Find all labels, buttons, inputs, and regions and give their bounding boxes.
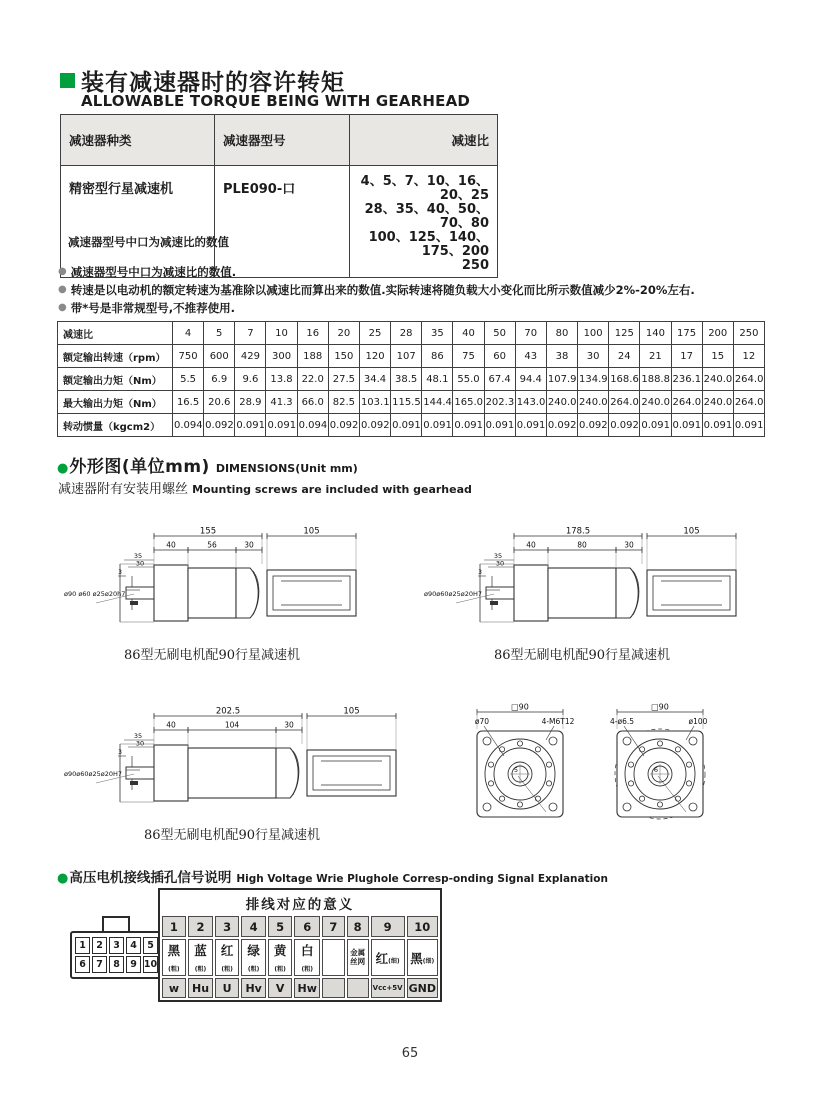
spec-cell: 0.092 — [578, 414, 609, 437]
spec-row-label: 额定输出转速（rpm） — [58, 345, 173, 368]
svg-text:30: 30 — [135, 739, 145, 748]
spec-cell: 21 — [640, 345, 671, 368]
spec-cell: 600 — [204, 345, 235, 368]
spec-cell: 264.0 — [609, 391, 640, 414]
svg-text:40: 40 — [526, 540, 536, 550]
spec-cell: 15 — [702, 345, 733, 368]
svg-text:4-M6T12: 4-M6T12 — [541, 717, 575, 726]
spec-cell: 55.0 — [453, 368, 484, 391]
spec-cell: 9.6 — [235, 368, 266, 391]
signal-section-header — [57, 866, 608, 886]
spec-cell: 750 — [173, 345, 204, 368]
spec-cell: 0.091 — [671, 414, 702, 437]
connector-pin: 7 — [92, 956, 107, 973]
wire-thickness-label: (细) — [422, 957, 435, 965]
connector-tab — [102, 916, 130, 931]
spec-cell: 240.0 — [702, 368, 733, 391]
ratio-line: 100、125、140、175、200 — [368, 230, 489, 259]
signal-table — [158, 888, 442, 1002]
wire-color-cell — [294, 939, 320, 976]
svg-text:35: 35 — [493, 552, 503, 560]
wire-color-label: 白 — [300, 943, 314, 958]
svg-text:□90: □90 — [651, 702, 669, 712]
signal-title-cn: 高压电机接线插孔信号说明 — [69, 870, 232, 886]
spec-cell: 0.091 — [515, 414, 546, 437]
svg-text:30: 30 — [244, 540, 254, 550]
spec-cell: 240.0 — [640, 391, 671, 414]
spec-cell: 250 — [733, 322, 764, 345]
spec-cell: 28.9 — [235, 391, 266, 414]
connector-body — [70, 931, 163, 979]
spec-cell: 0.092 — [546, 414, 577, 437]
svg-text:40: 40 — [166, 720, 176, 730]
spec-cell: 202.3 — [484, 391, 515, 414]
ratio-line: 28、35、40、50、70、80 — [364, 202, 489, 231]
spec-cell: 264.0 — [671, 391, 702, 414]
spec-cell: 82.5 — [328, 391, 359, 414]
spec-cell: 236.1 — [671, 368, 702, 391]
svg-text:178.5: 178.5 — [565, 526, 591, 537]
svg-text:35: 35 — [133, 552, 143, 560]
connector-pin: 8 — [109, 956, 124, 973]
signal-name-cell — [322, 978, 344, 998]
spec-cell: 240.0 — [546, 391, 577, 414]
signal-name-cell: Hv — [241, 978, 266, 998]
wire-color-cell — [268, 939, 292, 976]
pin-number-cell: 9 — [371, 916, 405, 937]
ratio-line: 4、5、7、10、16、20、25 — [360, 174, 489, 203]
spec-cell: 240.0 — [578, 391, 609, 414]
spec-cell: 264.0 — [733, 391, 764, 414]
spec-cell: 0.091 — [702, 414, 733, 437]
svg-text:ø90 ø60 ø25ø20h7: ø90 ø60 ø25ø20h7 — [64, 590, 126, 598]
spec-cell: 20 — [328, 322, 359, 345]
dimensions-title-cn: 外形图(单位mm) — [69, 457, 210, 477]
spec-cell: 70 — [515, 322, 546, 345]
pin-number-cell: 4 — [241, 916, 266, 937]
connector-pin: 1 — [75, 937, 90, 954]
spec-cell: 150 — [328, 345, 359, 368]
svg-text:30: 30 — [624, 540, 634, 550]
pin-number-cell: 6 — [294, 916, 320, 937]
pin-number-cell: 8 — [347, 916, 369, 937]
spec-cell: 41.3 — [266, 391, 297, 414]
spec-cell: 48.1 — [422, 368, 453, 391]
spec-cell: 28 — [391, 322, 422, 345]
svg-text:104: 104 — [224, 720, 240, 730]
spec-cell: 300 — [266, 345, 297, 368]
svg-text:30: 30 — [284, 720, 294, 730]
spec-cell: 200 — [702, 322, 733, 345]
signal-title-en: High Voltage Wrie Plughole Corresp-onding Signal Explanation — [236, 873, 608, 885]
spec-row-label: 转动惯量（kgcm2） — [58, 414, 173, 437]
spec-cell: 140 — [640, 322, 671, 345]
connector-pin: 10 — [143, 956, 158, 973]
wire-color-cell — [241, 939, 266, 976]
green-bullet-icon: ● — [57, 461, 69, 476]
gearhead-col-model: 减速器型号 — [215, 115, 350, 166]
connector-pin: 9 — [126, 956, 141, 973]
connector-pin: 6 — [75, 956, 90, 973]
spec-cell: 34.4 — [359, 368, 390, 391]
signal-table-title: 排线对应的意义 — [245, 897, 355, 913]
spec-cell: 107 — [391, 345, 422, 368]
note-line — [58, 282, 768, 298]
pin-number-cell: 1 — [162, 916, 186, 937]
spec-cell: 25 — [359, 322, 390, 345]
wire-thickness-label: (细) — [388, 957, 400, 965]
side-view-drawing-1 — [62, 514, 362, 642]
spec-cell: 16.5 — [173, 391, 204, 414]
spec-cell: 5 — [204, 322, 235, 345]
spec-cell: 175 — [671, 322, 702, 345]
side-view-drawing-2 — [422, 514, 742, 642]
connector-pin: 2 — [92, 937, 107, 954]
wire-color-cell — [347, 939, 369, 976]
svg-text:105: 105 — [343, 706, 360, 717]
spec-cell: 38 — [546, 345, 577, 368]
signal-name-cell: GND — [407, 978, 438, 998]
spec-cell: 107.9 — [546, 368, 577, 391]
spec-cell: 0.094 — [297, 414, 328, 437]
spec-cell: 6.9 — [204, 368, 235, 391]
spec-cell: 264.0 — [733, 368, 764, 391]
spec-cell: 60 — [484, 345, 515, 368]
page-number: 65 — [401, 1046, 419, 1061]
spec-cell: 94.4 — [515, 368, 546, 391]
spec-cell: 20.6 — [204, 391, 235, 414]
spec-cell: 0.092 — [328, 414, 359, 437]
spec-cell: 0.092 — [609, 414, 640, 437]
page-title: 装有减速器时的容许转矩 — [81, 70, 345, 96]
wire-color-cell — [371, 939, 405, 976]
spec-cell: 0.094 — [173, 414, 204, 437]
spec-cell: 16 — [297, 322, 328, 345]
notes-list — [58, 264, 768, 318]
svg-text:30: 30 — [135, 559, 145, 568]
spec-cell: 0.091 — [484, 414, 515, 437]
spec-row-label: 最大输出力矩（Nm） — [58, 391, 173, 414]
pin-number-cell: 2 — [188, 916, 213, 937]
svg-text:6: 6 — [653, 766, 659, 774]
spec-cell: 27.5 — [328, 368, 359, 391]
gearhead-type-table — [60, 114, 498, 278]
spec-cell: 0.091 — [453, 414, 484, 437]
page-subtitle: ALLOWABLE TORQUE BEING WITH GEARHEAD — [81, 92, 471, 110]
pin-number-cell: 5 — [268, 916, 292, 937]
spec-cell: 0.092 — [204, 414, 235, 437]
svg-text:35: 35 — [133, 732, 143, 740]
gearhead-ratio-value — [350, 166, 498, 278]
bullet-icon: ● — [58, 302, 67, 313]
spec-cell: 240.0 — [702, 391, 733, 414]
spec-cell: 30 — [578, 345, 609, 368]
wire-thickness-label: (粗) — [221, 966, 233, 973]
wire-color-cell — [162, 939, 186, 976]
spec-cell: 12 — [733, 345, 764, 368]
wire-color-label: 金属丝网 — [350, 948, 366, 966]
wire-color-cell — [215, 939, 239, 976]
spec-cell: 0.091 — [422, 414, 453, 437]
wire-color-cell — [407, 939, 438, 976]
front-view-drawing-2 — [592, 700, 728, 826]
spec-cell: 115.5 — [391, 391, 422, 414]
spec-cell: 188.8 — [640, 368, 671, 391]
spec-cell: 66.0 — [297, 391, 328, 414]
svg-text:40: 40 — [166, 540, 176, 550]
wire-color-label: 黑 — [410, 950, 423, 966]
spec-cell: 38.5 — [391, 368, 422, 391]
spec-cell: 0.091 — [640, 414, 671, 437]
bullet-icon: ● — [58, 266, 67, 277]
spec-cell: 429 — [235, 345, 266, 368]
spec-cell: 168.6 — [609, 368, 640, 391]
spec-cell: 43 — [515, 345, 546, 368]
connector-pin: 3 — [109, 937, 124, 954]
wire-thickness-label: (粗) — [301, 966, 313, 973]
dimensions-note-cn: 减速器附有安装用螺丝 — [58, 482, 189, 497]
ratio-line: 250 — [461, 258, 489, 273]
dimensions-subnote — [58, 478, 472, 497]
side-view-drawing-3 — [62, 694, 402, 822]
svg-text:105: 105 — [683, 526, 700, 537]
svg-text:4-ø6.5: 4-ø6.5 — [610, 717, 634, 726]
wire-thickness-label: (粗) — [194, 966, 207, 973]
connector-diagram — [70, 916, 162, 979]
front-view-drawing-1 — [452, 700, 588, 826]
spec-cell: 40 — [453, 322, 484, 345]
gearhead-col-ratio: 减速比 — [350, 115, 498, 166]
spec-cell: 134.9 — [578, 368, 609, 391]
wire-color-label: 蓝 — [194, 943, 207, 958]
spec-cell: 67.4 — [484, 368, 515, 391]
signal-name-cell: Hw — [294, 978, 320, 998]
spec-cell: 100 — [578, 322, 609, 345]
spec-cell: 188 — [297, 345, 328, 368]
wire-color-cell — [188, 939, 213, 976]
svg-text:155: 155 — [199, 526, 217, 537]
pin-number-cell: 3 — [215, 916, 239, 937]
svg-text:56: 56 — [207, 540, 217, 550]
svg-text:30: 30 — [495, 559, 505, 568]
spec-cell: 5.5 — [173, 368, 204, 391]
svg-text:80: 80 — [577, 540, 587, 550]
drawing-caption-1: 86型无刷电机配90行星减速机 — [123, 648, 301, 663]
wire-color-label: 绿 — [247, 943, 260, 958]
spec-cell: 7 — [235, 322, 266, 345]
signal-name-cell: U — [215, 978, 239, 998]
spec-cell: 165.0 — [453, 391, 484, 414]
svg-text:3: 3 — [478, 569, 482, 576]
dimensions-title-en: DIMENSIONS(Unit mm) — [215, 462, 358, 475]
svg-text:ø100: ø100 — [688, 717, 708, 726]
svg-text:ø90ø60ø25ø20H7: ø90ø60ø25ø20H7 — [424, 590, 483, 598]
spec-cell: 0.092 — [359, 414, 390, 437]
spec-cell: 144.4 — [422, 391, 453, 414]
connector-pin: 5 — [143, 937, 158, 954]
wire-color-label: 黄 — [273, 943, 287, 958]
note-text: 转速是以电动机的额定转速为基准除以减速比而算出来的数值.实际转速将随负载大小变化而比所示数值减少2%-20%左右. — [70, 283, 695, 297]
spec-cell: 0.091 — [235, 414, 266, 437]
wire-thickness-label: (粗) — [247, 966, 260, 973]
spec-cell: 13.8 — [266, 368, 297, 391]
gearhead-type-value: 精密型行星减速机 — [61, 166, 215, 278]
bullet-icon: ● — [58, 284, 67, 295]
green-square-icon — [60, 73, 75, 88]
note-line — [58, 264, 768, 280]
spec-cell: 125 — [609, 322, 640, 345]
gearhead-table-note: 减速器型号中口为减速比的数值 — [68, 235, 229, 249]
spec-cell: 17 — [671, 345, 702, 368]
signal-name-cell: Vcc+5V — [371, 978, 405, 998]
svg-text:105: 105 — [303, 526, 320, 537]
spec-cell: 80 — [546, 322, 577, 345]
pin-number-cell: 10 — [407, 916, 438, 937]
dimensions-section-header — [57, 452, 358, 477]
gearhead-model-value: PLE090-口 — [215, 166, 350, 278]
spec-cell: 0.091 — [266, 414, 297, 437]
spec-cell: 0.091 — [391, 414, 422, 437]
spec-table — [57, 321, 765, 437]
svg-text:202.5: 202.5 — [215, 706, 241, 717]
note-text: 带*号是非常规型号,不推荐使用. — [70, 301, 235, 315]
wire-color-label: 黑 — [167, 943, 181, 958]
drawing-caption-3: 86型无刷电机配90行星减速机 — [143, 828, 321, 843]
spec-cell: 86 — [422, 345, 453, 368]
spec-row-label: 减速比 — [58, 322, 173, 345]
svg-text:3: 3 — [118, 749, 122, 756]
svg-text:ø70: ø70 — [474, 717, 490, 726]
gearhead-col-type: 减速器种类 — [61, 115, 215, 166]
signal-name-cell: Hu — [188, 978, 213, 998]
svg-text:3: 3 — [118, 569, 122, 576]
connector-row — [75, 956, 158, 973]
spec-cell: 22.0 — [297, 368, 328, 391]
spec-cell: 75 — [453, 345, 484, 368]
wire-color-label: 红 — [375, 950, 389, 966]
note-text: 减速器型号中口为减速比的数值. — [70, 265, 237, 279]
connector-pin: 4 — [126, 937, 141, 954]
spec-cell: 143.0 — [515, 391, 546, 414]
signal-name-cell: w — [162, 978, 186, 998]
connector-row — [75, 937, 158, 954]
spec-cell: 0.091 — [733, 414, 764, 437]
svg-text:ø90ø60ø25ø20H7: ø90ø60ø25ø20H7 — [64, 770, 123, 778]
svg-text:□90: □90 — [511, 702, 529, 712]
spec-cell: 50 — [484, 322, 515, 345]
drawing-caption-2: 86型无刷电机配90行星减速机 — [493, 648, 671, 663]
wire-thickness-label: (粗) — [168, 966, 180, 973]
spec-row-label: 额定输出力矩（Nm） — [58, 368, 173, 391]
note-line — [58, 300, 768, 316]
spec-cell: 4 — [173, 322, 204, 345]
pin-number-cell: 7 — [322, 916, 344, 937]
wire-thickness-label: (粗) — [274, 966, 286, 973]
svg-text:5: 5 — [513, 766, 519, 774]
dimensions-note-en: Mounting screws are included with gearhead — [192, 483, 472, 496]
spec-cell: 35 — [422, 322, 453, 345]
signal-name-cell — [347, 978, 369, 998]
spec-cell: 103.1 — [359, 391, 390, 414]
spec-cell: 24 — [609, 345, 640, 368]
signal-name-cell: V — [268, 978, 292, 998]
green-bullet-icon: ● — [57, 871, 69, 886]
wire-color-label: 红 — [220, 943, 234, 958]
spec-cell: 120 — [359, 345, 390, 368]
spec-cell: 10 — [266, 322, 297, 345]
wire-color-cell — [322, 939, 344, 976]
